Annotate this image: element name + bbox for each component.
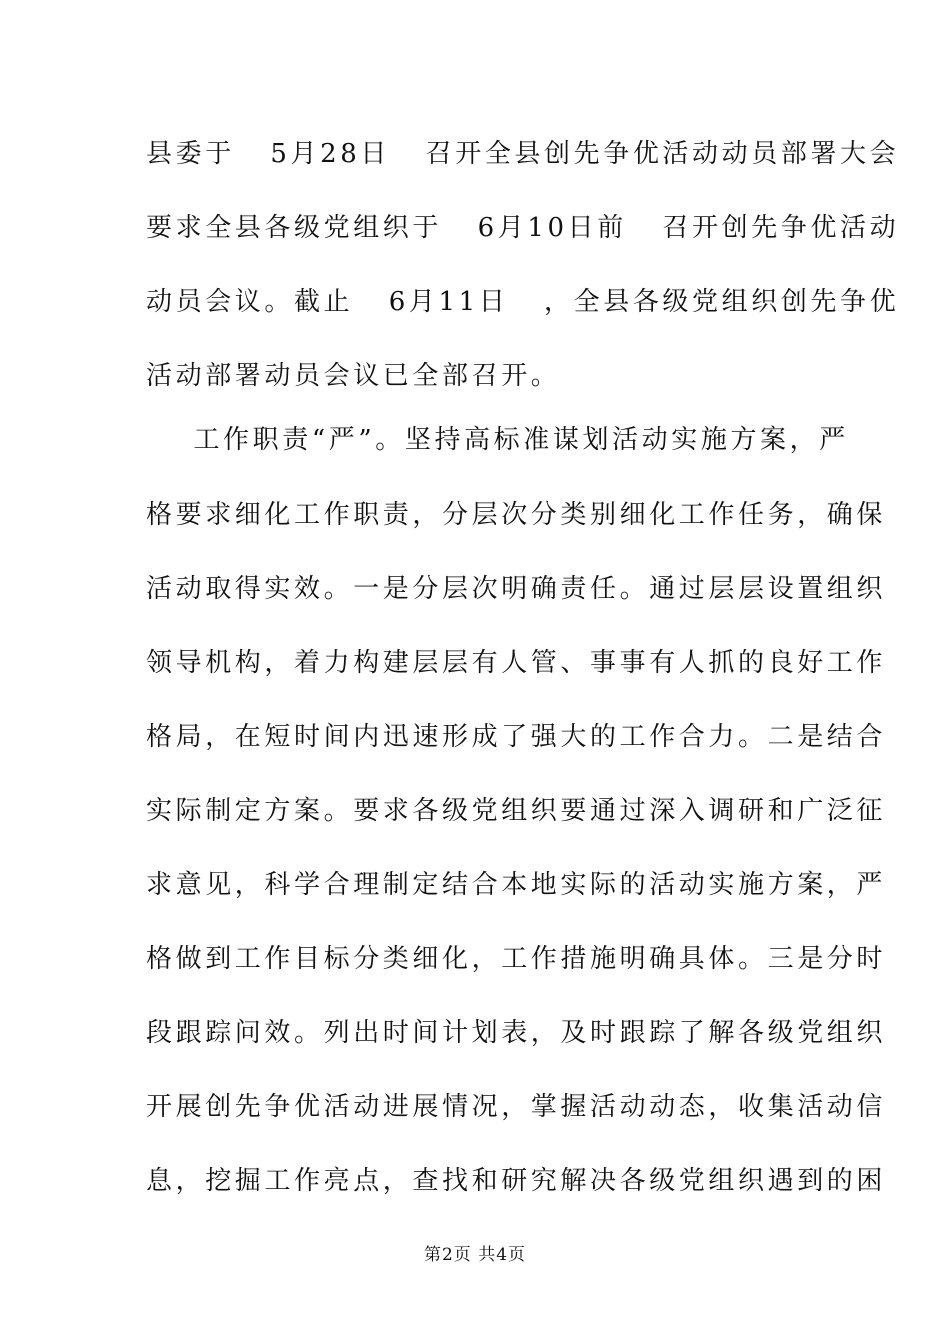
text-line: 格要求细化工作职责，分层次分类别细化工作任务，确保 <box>146 500 887 530</box>
text-line: 息，挖掘工作亮点，查找和研究解决各级党组织遇到的困 <box>146 1166 887 1196</box>
text-line: 段跟踪问效。列出时间计划表，及时跟踪了解各级党组织 <box>146 1018 887 1048</box>
text-line: 格局，在短时间内迅速形成了强大的工作合力。二是结合 <box>146 722 887 752</box>
text-line: 要求全县各级党组织于 6月10日前 召开创先争优活动 <box>146 213 900 243</box>
text-line: 动员会议。截止 6月11日 ，全县各级党组织创先争优 <box>146 287 900 317</box>
text-line: 实际制定方案。要求各级党组织要通过深入调研和广泛征 <box>146 796 887 826</box>
page-number-footer: 第2页 共4页 <box>423 1245 527 1265</box>
text-line: 活动取得实效。一是分层次明确责任。通过层层设置组织 <box>146 574 887 604</box>
text-line: 县委于 5月28日 召开全县创先争优活动动员部署大会 <box>146 139 900 169</box>
text-line: 格做到工作目标分类细化，工作措施明确具体。三是分时 <box>146 944 887 974</box>
text-line: 求意见，科学合理制定结合本地实际的活动实施方案，严 <box>146 870 887 900</box>
text-line: 领导机构，着力构建层层有人管、事事有人抓的良好工作 <box>146 648 887 678</box>
text-line: 开展创先争优活动进展情况，掌握活动动态，收集活动信 <box>146 1092 887 1122</box>
text-line: 活动部署动员会议已全部召开。 <box>146 361 561 391</box>
text-line: 工作职责“严”。坚持高标准谋划活动实施方案，严 <box>146 425 849 455</box>
